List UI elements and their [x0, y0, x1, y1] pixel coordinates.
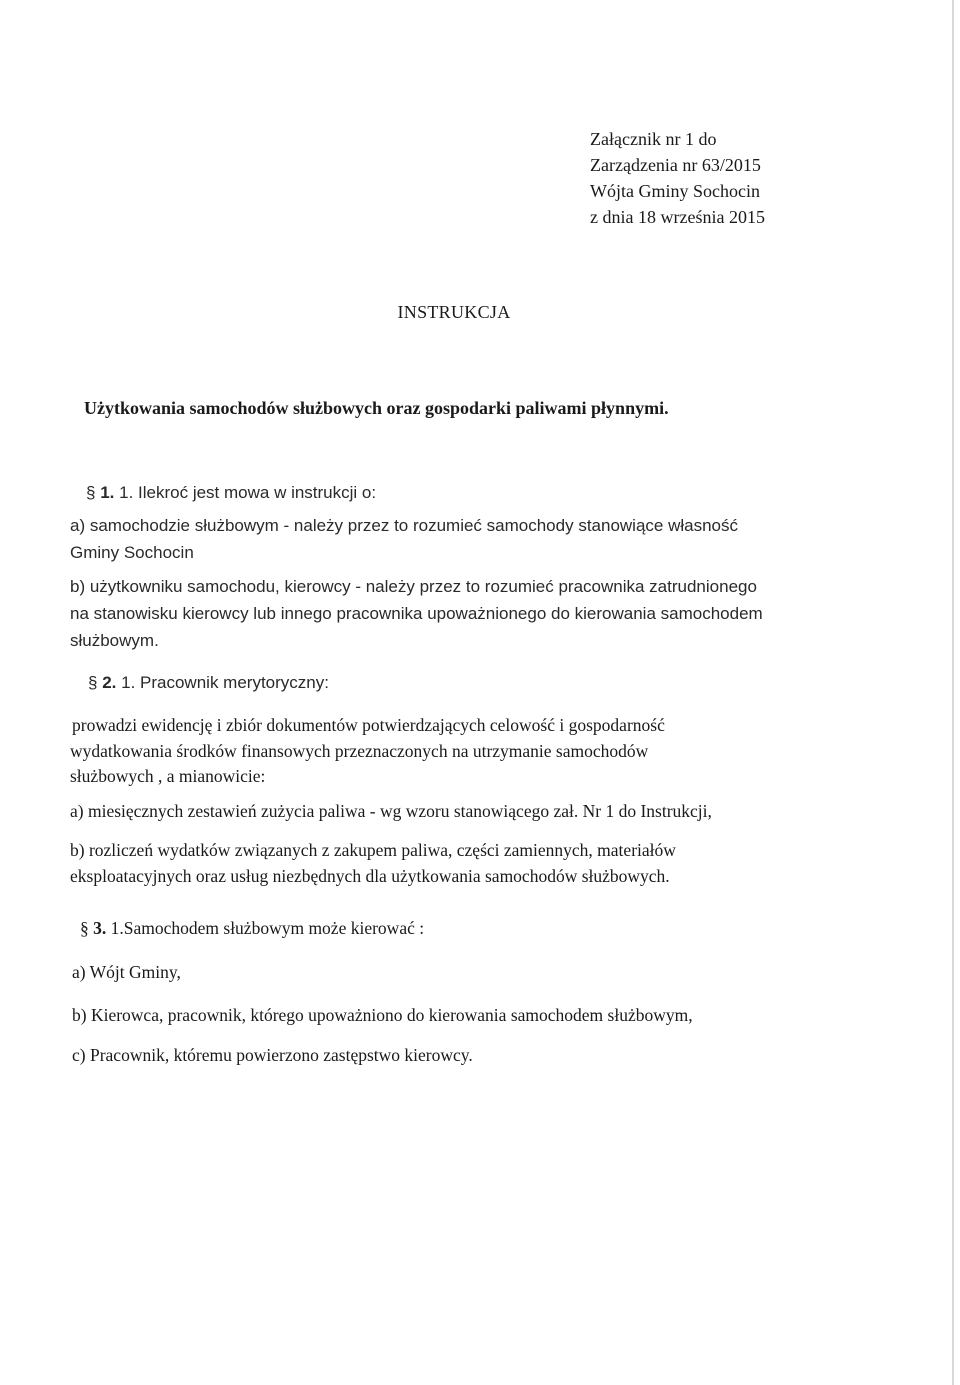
section-sign: §: [86, 483, 96, 502]
section-2-paragraph-line: prowadzi ewidencję i zbiór dokumentów potwierdzających celowość i gospodarność: [72, 715, 665, 735]
section-1-item-a-line: Gminy Sochocin: [70, 543, 194, 562]
section-2-item-b-line: eksploatacyjnych oraz usług niezbędnych dla użytkowania samochodów służbowych.: [70, 866, 670, 886]
section-3-item-b: b) Kierowca, pracownik, którego upoważniono do kierowania samochodem służbowym,: [72, 1005, 693, 1025]
section-number: 2.: [102, 673, 117, 692]
section-1-item-b-line: służbowym.: [70, 631, 159, 650]
attachment-note-line: Załącznik nr 1 do: [590, 129, 717, 149]
section-number: 1.: [100, 483, 115, 502]
section-1-item-a-line: a) samochodzie służbowym - należy przez to rozumieć samochody stanowiące własność: [70, 516, 739, 535]
attachment-note-line: z dnia 18 września 2015: [590, 207, 765, 227]
section-2-paragraph-line: wydatkowania środków finansowych przeznaczonych na utrzymanie samochodów: [70, 741, 649, 761]
document-title: INSTRUKCJA: [397, 302, 511, 322]
section-number: 3.: [93, 918, 107, 938]
section-sign: §: [80, 918, 89, 938]
attachment-note-line: Zarządzenia nr 63/2015: [590, 155, 761, 175]
section-2-item-b-line: b) rozliczeń wydatków związanych z zakupem paliwa, części zamiennych, materiałów: [70, 840, 676, 860]
section-2-item-a: a) miesięcznych zestawień zużycia paliwa - wg wzoru stanowiącego zał. Nr 1 do Instrukcji,: [70, 801, 712, 821]
section-intro: 1. Ilekroć jest mowa w instrukcji o:: [119, 483, 377, 502]
section-3-item-c: c) Pracownik, któremu powierzono zastępstwo kierowcy.: [72, 1045, 473, 1065]
attachment-note-line: Wójta Gminy Sochocin: [590, 181, 760, 201]
attachment-note: [590, 126, 765, 230]
section-1-item-b-line: b) użytkowniku samochodu, kierowcy - należy przez to rozumieć pracownika zatrudnionego: [70, 577, 757, 596]
section-3-heading: [80, 918, 424, 939]
document-subtitle: Użytkowania samochodów służbowych oraz gospodarki paliwami płynnymi.: [84, 398, 669, 418]
section-1-item-b-line: na stanowisku kierowcy lub innego pracownika upoważnionego do kierowania samochodem: [70, 604, 763, 623]
section-2-heading: [88, 673, 329, 693]
section-intro: 1.Samochodem służbowym może kierować :: [110, 918, 425, 938]
section-2-paragraph-line: służbowych , a mianowicie:: [70, 766, 266, 786]
section-3-item-a: a) Wójt Gminy,: [72, 962, 181, 982]
section-1-heading: [86, 483, 376, 503]
section-intro: 1. Pracownik merytoryczny:: [121, 673, 329, 692]
scan-page-edge: [952, 0, 954, 1385]
section-sign: §: [88, 673, 98, 692]
